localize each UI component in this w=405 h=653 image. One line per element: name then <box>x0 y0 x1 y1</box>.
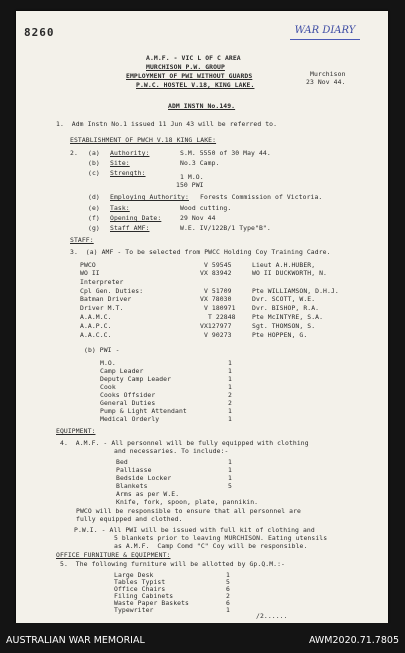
staff-name: WO II DUCKWORTH, N. <box>252 269 328 277</box>
equipment-qty: 1 <box>228 474 232 482</box>
document-page <box>16 11 388 623</box>
para-2-number: 2. <box>70 149 78 157</box>
equipment-qty: 5 <box>228 482 232 490</box>
equipment-pwco-line-1: PWCO will be responsible to ensure that all personnel are <box>76 507 302 515</box>
pwi-count: 1 <box>228 415 232 423</box>
staff-number: VX 83942 <box>200 269 232 277</box>
staff-name: Pte McINTYRE, S.A. <box>252 313 324 321</box>
staff-name: Pte HOPPEN, G. <box>252 331 308 339</box>
equipment-arms: Arms as per W.E. <box>116 490 180 498</box>
furniture-qty: 1 <box>226 606 230 614</box>
pwi-count: 2 <box>228 399 232 407</box>
equipment-qty: 1 <box>228 458 232 466</box>
pwi-count: 1 <box>228 383 232 391</box>
pwi-role: Camp Leader <box>100 367 144 375</box>
equipment-item: Blankets <box>116 482 148 490</box>
pwi-equipment-line-2: 5 blankets prior to leaving MURCHISON. Eating utensils <box>114 534 328 542</box>
equipment-item: Palliasse <box>116 466 152 474</box>
staff-role: A.A.C.C. <box>80 331 112 339</box>
item-a-value: S.M. 5550 of 30 May 44. <box>180 149 271 157</box>
equipment-utensils: Knife, fork, spoon, plate, pannikin. <box>116 498 259 506</box>
staff-number: V 51709 <box>204 287 232 295</box>
pwi-label: (b) PWI - <box>84 346 120 354</box>
pwi-role: M.O. <box>100 359 116 367</box>
item-g-label: (g) <box>88 224 100 232</box>
item-f-label: (f) <box>88 214 100 222</box>
furniture-item: Waste Paper Baskets <box>114 599 190 607</box>
furniture-item: Tables Typist <box>114 578 166 586</box>
footer-reference: AWM2020.71.7805 <box>308 635 399 646</box>
pwi-role: Cooks Offsider <box>100 391 156 399</box>
staff-role: Driver M.T. <box>80 304 124 312</box>
furniture-qty: 6 <box>226 599 230 607</box>
equipment-qty: 1 <box>228 466 232 474</box>
item-d-value: Forests Commission of Victoria. <box>200 193 323 201</box>
pwi-equipment-line-3: as A.M.F. Camp Comd "C" Coy will be responsible. <box>114 542 308 550</box>
furniture-item: Large Desk <box>114 571 154 579</box>
header-line-3: EMPLOYMENT OF PWI WITHOUT GUARDS <box>126 72 253 80</box>
pwi-role: General Duties <box>100 399 156 407</box>
paragraph-3-intro: 3. (a) AMF - To be selected from PWCC Holding Coy Training Cadre. <box>70 248 331 256</box>
header-line-1: A.M.F. - VIC L OF C AREA <box>146 54 241 62</box>
furniture-item: Typewriter <box>114 606 154 614</box>
header-date: 23 Nov 44. <box>306 78 346 86</box>
equipment-item: Bedside Locker <box>116 474 172 482</box>
continued-marker: /2...... <box>256 612 288 620</box>
item-c-key: Strength: <box>110 169 146 177</box>
staff-name: Dvr. BISHOP, R.A. <box>252 304 320 312</box>
staff-number: V 59545 <box>204 261 232 269</box>
staff-role: A.A.M.C. <box>80 313 112 321</box>
pwi-count: 2 <box>228 391 232 399</box>
pwi-role: Cook <box>100 383 116 391</box>
header-location: Murchison <box>310 70 346 78</box>
instruction-title: ADM INSTN No.149. <box>168 102 236 110</box>
para-4-line-2: and necessaries. To include:- <box>114 447 229 455</box>
pwi-count: 1 <box>228 359 232 367</box>
furniture-qty: 1 <box>226 571 230 579</box>
item-g-value: W.E. IV/122B/1 Type"B". <box>180 224 271 232</box>
item-b-label: (b) <box>88 159 100 167</box>
pwi-role: Pump & Light Attendant <box>100 407 187 415</box>
item-a-key: Authority: <box>110 149 150 157</box>
war-diary-stamp: WAR DIARY <box>294 25 356 36</box>
footer-source: AUSTRALIAN WAR MEMORIAL <box>6 635 145 646</box>
paragraph-1: 1. Adm Instn No.1 issued 11 Jun 43 will be referred to. <box>56 120 278 128</box>
furniture-qty: 5 <box>226 578 230 586</box>
item-e-label: (e) <box>88 204 100 212</box>
staff-number: V 90273 <box>204 331 232 339</box>
staff-role: PWCO <box>80 261 96 269</box>
staff-name: Lieut A.H.HUBER, <box>252 261 316 269</box>
equipment-item: Bed <box>116 458 128 466</box>
item-d-key: Employing Authority: <box>110 193 189 201</box>
para-4-line-1: 4. A.M.F. - All personnel will be fully equipped with clothing <box>60 439 309 447</box>
staff-role: Cpl Gen. Duties: <box>80 287 144 295</box>
item-c-value-2: 150 PWI <box>176 181 204 189</box>
header-line-2: MURCHISON P.W. GROUP <box>146 63 225 71</box>
furniture-qty: 6 <box>226 585 230 593</box>
staff-role: WO II <box>80 269 100 277</box>
staff-number: VX 78030 <box>200 295 232 303</box>
pwi-equipment-line-1: P.W.I. - All PWI will be issued with full kit of clothing and <box>74 526 315 534</box>
furniture-item: Office Chairs <box>114 585 166 593</box>
header-line-4: P.W.C. HOSTEL V.18, KING LAKE. <box>136 81 255 89</box>
staff-name: Sgt. THOMSON, S. <box>252 322 316 330</box>
item-f-value: 29 Nov 44 <box>180 214 216 222</box>
establishment-heading: ESTABLISHMENT OF PWCH V.18 KING LAKE: <box>70 136 217 144</box>
pwi-count: 1 <box>228 367 232 375</box>
staff-name: Pte WILLIAMSON, D.H.J. <box>252 287 339 295</box>
staff-number: V 180971 <box>204 304 236 312</box>
furniture-qty: 2 <box>226 592 230 600</box>
item-c-label: (c) <box>88 169 100 177</box>
office-heading: OFFICE FURNITURE & EQUIPMENT: <box>56 551 171 559</box>
item-e-key: Task: <box>110 204 130 212</box>
item-b-value: No.3 Camp. <box>180 159 220 167</box>
pwi-role: Deputy Camp Leader <box>100 375 172 383</box>
item-f-key: Opening Date: <box>110 214 162 222</box>
archive-footer <box>0 623 405 653</box>
staff-role: Interpreter <box>80 278 124 286</box>
document-number: 8260 <box>24 26 55 39</box>
pwi-count: 1 <box>228 375 232 383</box>
staff-heading: STAFF: <box>70 236 94 244</box>
pwi-role: Medical Orderly <box>100 415 160 423</box>
staff-name: Dvr. SCOTT, W.E. <box>252 295 316 303</box>
staff-role: A.A.P.C. <box>80 322 112 330</box>
pwi-count: 1 <box>228 407 232 415</box>
item-c-value-1: 1 M.O. <box>180 173 204 181</box>
paragraph-5: 5. The following furniture will be allotted by Gp.Q.M.:- <box>60 560 286 568</box>
item-g-key: Staff AMF: <box>110 224 150 232</box>
staff-number: VX127977 <box>200 322 232 330</box>
stamp-underline <box>290 39 360 40</box>
item-a-label: (a) <box>88 149 100 157</box>
equipment-heading: EQUIPMENT: <box>56 427 96 435</box>
furniture-item: Filing Cabinets <box>114 592 174 600</box>
item-e-value: Wood cutting. <box>180 204 232 212</box>
equipment-pwco-line-2: fully equipped and clothed. <box>76 515 183 523</box>
staff-role: Batman Driver <box>80 295 132 303</box>
item-b-key: Site: <box>110 159 130 167</box>
item-d-label: (d) <box>88 193 100 201</box>
staff-number: T 22848 <box>208 313 236 321</box>
